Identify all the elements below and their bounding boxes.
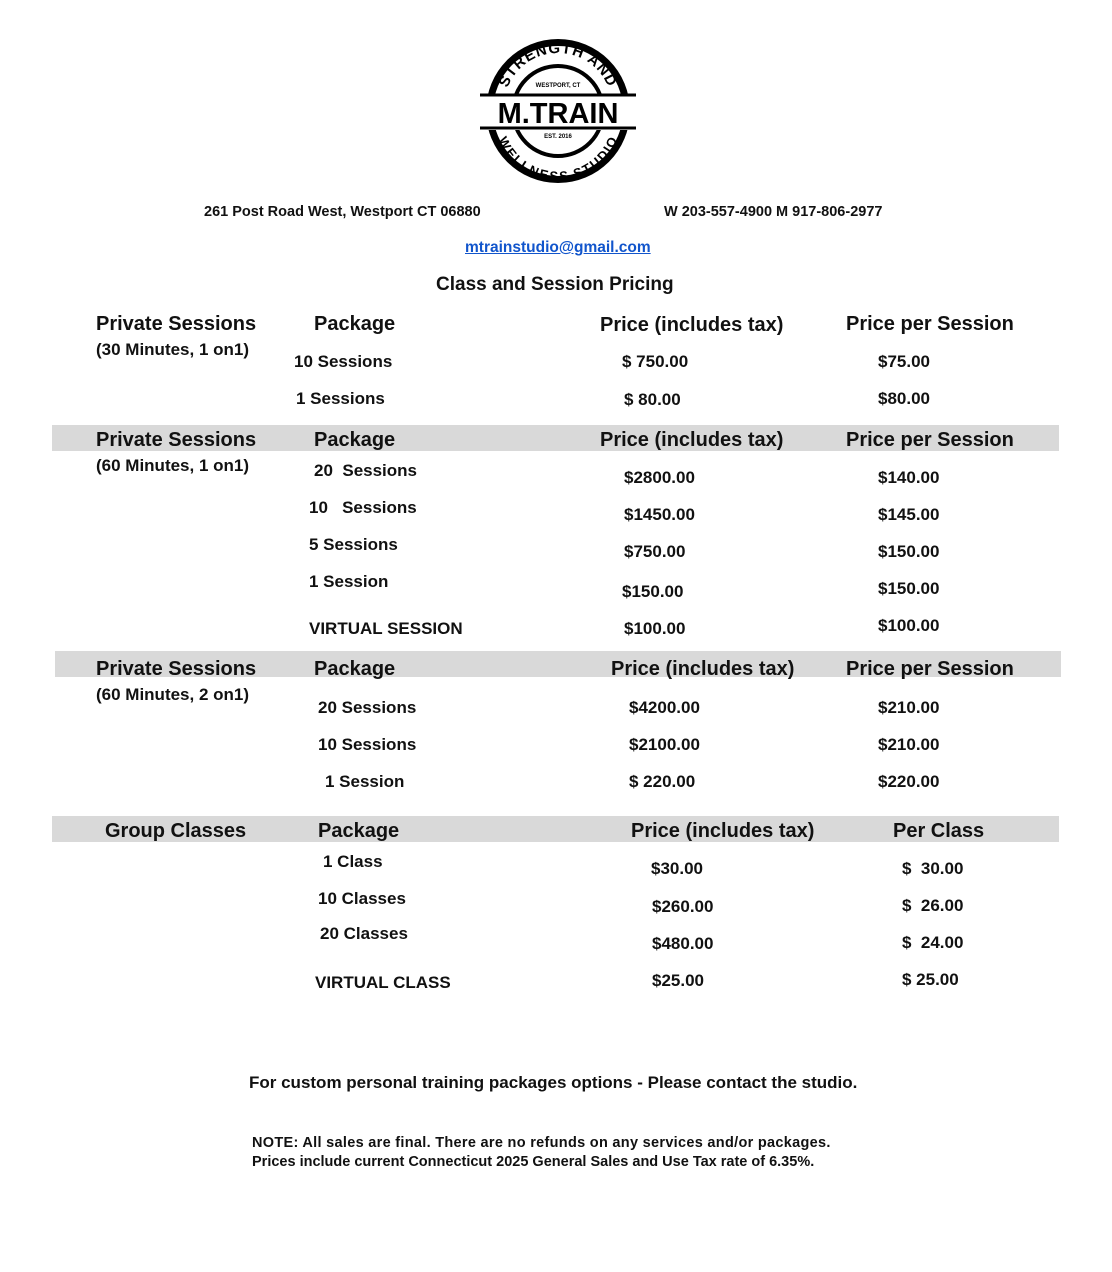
sales-final-note: NOTE: All sales are final. There are no refunds on any services and/or packages. [252,1135,831,1151]
section4-name: Group Classes [105,820,247,842]
s2-row3-package: 5 Sessions [309,535,398,554]
s2-row4-price: $150.00 [622,582,684,601]
s3-row3-price: $ 220.00 [629,772,696,791]
s3-row2-package: 10 Sessions [318,735,417,754]
section2-subtitle: (60 Minutes, 1 on1) [96,456,250,475]
section2-col-package: Package [314,429,396,451]
logo-location: WESTPORT, CT [535,83,581,89]
s3-row3-per: $220.00 [878,772,940,791]
s2-row4-package: 1 Session [309,572,389,591]
section3-col-price: Price (includes tax) [611,658,795,680]
s4-row4-per: $ 25.00 [902,970,959,989]
section3-col-per: Price per Session [846,658,1014,680]
s2-row1-price: $2800.00 [624,468,695,487]
page-title: Class and Session Pricing [436,274,674,295]
email-link[interactable]: mtrainstudio@gmail.com [465,239,651,256]
logo-name: M.TRAIN [497,98,619,130]
s4-row3-price: $480.00 [652,934,714,953]
section3-subtitle: (60 Minutes, 2 on1) [96,685,250,704]
section4-col-package: Package [318,820,400,842]
s4-row4-package: VIRTUAL CLASS [315,973,451,992]
section3-col-package: Package [314,658,396,680]
s2-row2-price: $1450.00 [624,505,695,524]
s4-row2-per: $ 26.00 [902,896,964,915]
s4-row2-package: 10 Classes [318,889,406,908]
s4-row2-price: $260.00 [652,897,714,916]
s1-row1-per: $75.00 [878,352,930,371]
s2-row5-package: VIRTUAL SESSION [309,619,463,638]
section1-name: Private Sessions [96,313,257,335]
s2-row3-price: $750.00 [624,542,686,561]
section1-col-per: Price per Session [846,313,1014,335]
s1-row2-per: $80.00 [878,389,930,408]
s4-row4-price: $25.00 [652,971,704,990]
logo-bottom-arc: WELLNESS STUDIO [495,134,621,184]
logo-est: EST. 2016 [544,134,572,140]
s3-row3-package: 1 Session [325,772,405,791]
studio-phones: W 203-557-4900 M 917-806-2977 [664,204,883,220]
s2-row2-package: 10 Sessions [309,498,417,517]
custom-packages-note: For custom personal training packages options - Please contact the studio. [249,1073,858,1092]
s2-row4-per: $150.00 [878,579,940,598]
section3-name: Private Sessions [96,658,257,680]
s1-row1-price: $ 750.00 [622,352,689,371]
s2-row1-package: 20 Sessions [314,461,418,480]
s2-row1-per: $140.00 [878,468,940,487]
s3-row2-price: $2100.00 [629,735,700,754]
s1-row1-package: 10 Sessions [294,352,393,371]
s2-row2-per: $145.00 [878,505,940,524]
s2-row5-per: $100.00 [878,616,940,635]
section1-subtitle: (30 Minutes, 1 on1) [96,340,250,359]
s3-row2-per: $210.00 [878,735,940,754]
section4-col-price: Price (includes tax) [631,820,815,842]
s4-row1-package: 1 Class [323,852,383,871]
s2-row3-per: $150.00 [878,542,940,561]
section1-col-package: Package [314,313,396,335]
section2-col-per: Price per Session [846,429,1014,451]
mtrain-logo [480,37,636,185]
s4-row3-package: 20 Classes [320,924,408,943]
s3-row1-package: 20 Sessions [318,698,417,717]
tax-note: Prices include current Connecticut 2025 General Sales and Use Tax rate of 6.35%. [252,1154,815,1170]
s4-row1-per: $ 30.00 [902,859,964,878]
s4-row1-price: $30.00 [651,859,703,878]
s2-row5-price: $100.00 [624,619,686,638]
s1-row2-package: 1 Sessions [296,389,385,408]
section4-col-per: Per Class [893,820,985,842]
logo-top-arc: STRENGTH AND [495,39,621,90]
studio-address: 261 Post Road West, Westport CT 06880 [204,204,481,220]
s1-row2-price: $ 80.00 [624,390,681,409]
section2-col-price: Price (includes tax) [600,429,784,451]
section2-name: Private Sessions [96,429,257,451]
section1-col-price: Price (includes tax) [600,314,784,336]
s4-row3-per: $ 24.00 [902,933,964,952]
s3-row1-price: $4200.00 [629,698,700,717]
s3-row1-per: $210.00 [878,698,940,717]
